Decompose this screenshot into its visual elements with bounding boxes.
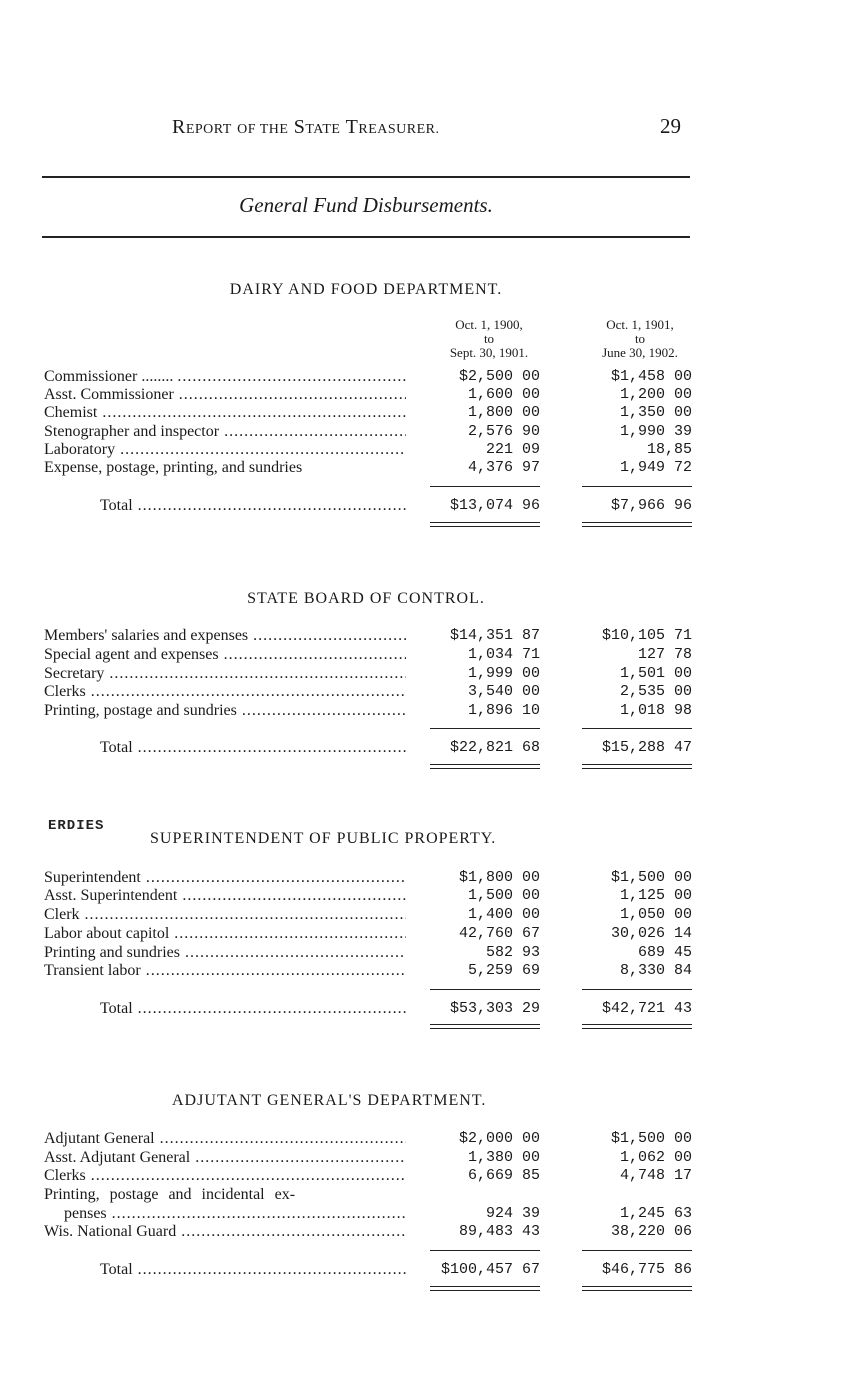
table-row — [44, 1149, 694, 1167]
row-label: Printing and sundries ..... — [44, 944, 406, 962]
total-1900-1901: $13,074 96 — [449, 497, 540, 514]
amount-1900-1901: 89,483 43 — [458, 1223, 540, 1240]
table-row — [44, 441, 694, 459]
total-double-rule — [430, 1024, 540, 1029]
amount-1901-1902: $1,500 00 — [610, 1130, 692, 1147]
section-heading-board: STATE BOARD OF CONTROL. — [247, 590, 485, 607]
amount-1901-1902: 689 45 — [637, 944, 692, 961]
amount-1900-1901: 42,760 67 — [458, 925, 540, 942]
row-label: Asst. Superintendent ..... — [44, 887, 406, 905]
amount-1900-1901: 924 39 — [485, 1205, 540, 1222]
total-row — [44, 1000, 694, 1018]
subtotal-rule — [582, 989, 692, 990]
total-double-rule — [430, 522, 540, 527]
total-label: Total ..... — [100, 497, 406, 515]
subtotal-rule — [430, 728, 540, 729]
amount-1900-1901: 582 93 — [485, 944, 540, 961]
header-rule-top — [42, 176, 690, 178]
subtotal-rule — [430, 1250, 540, 1251]
row-label: Wis. National Guard ..... — [44, 1223, 406, 1241]
ink-stamp-smudge: ERDIES — [48, 818, 105, 834]
total-label: Total ..... — [100, 1261, 406, 1279]
amount-1900-1901: 2,576 90 — [467, 423, 540, 440]
row-label: Printing, postage and incidental ex- — [44, 1186, 296, 1203]
section-heading-adjutant: ADJUTANT GENERAL'S DEPARTMENT. — [172, 1092, 487, 1109]
total-double-rule — [430, 1286, 540, 1291]
row-label: Superintendent ..... — [44, 869, 406, 887]
row-label: Labor about capitol ..... — [44, 925, 406, 943]
row-label: Secretary ..... — [44, 665, 406, 683]
total-row — [44, 1261, 694, 1279]
table-row — [44, 646, 694, 664]
amount-1901-1902: 2,535 00 — [619, 683, 692, 700]
table-row — [44, 368, 694, 386]
column-header-1900-1901: Oct. 1, 1900, to Sept. 30, 1901. — [449, 317, 529, 360]
amount-1901-1902: 1,200 00 — [619, 386, 692, 403]
row-label: Adjutant General ..... — [44, 1130, 406, 1148]
row-label: Stenographer and inspector ..... — [44, 423, 406, 441]
amount-1901-1902: 38,220 06 — [610, 1223, 692, 1240]
amount-1901-1902: $1,500 00 — [610, 869, 692, 886]
total-1900-1901: $53,303 29 — [449, 1000, 540, 1017]
amount-1901-1902: 1,990 39 — [619, 423, 692, 440]
table-row — [44, 1167, 694, 1185]
table-row — [44, 1130, 694, 1148]
total-row — [44, 739, 694, 757]
row-label: Asst. Commissioner ..... — [44, 386, 406, 404]
amount-1901-1902: 1,350 00 — [619, 404, 692, 421]
row-label: Laboratory ..... — [44, 441, 406, 459]
total-1901-1902: $7,966 96 — [610, 497, 692, 514]
amount-1900-1901: $2,000 00 — [458, 1130, 540, 1147]
running-title: REPORT OF THE STATE TREASURER. — [172, 116, 440, 138]
amount-1901-1902: 30,026 14 — [610, 925, 692, 942]
amount-1900-1901: $1,800 00 — [458, 869, 540, 886]
amount-1901-1902: $1,458 00 — [610, 368, 692, 385]
subtotal-rule — [582, 486, 692, 487]
amount-1900-1901: 1,500 00 — [467, 887, 540, 904]
table-row — [44, 925, 694, 943]
table-row — [44, 404, 694, 422]
row-label: Members' salaries and expenses ..... — [44, 627, 406, 645]
amount-1900-1901: 1,600 00 — [467, 386, 540, 403]
amount-1900-1901: 1,400 00 — [467, 906, 540, 923]
amount-1901-1902: $10,105 71 — [601, 627, 692, 644]
table-row — [44, 627, 694, 645]
table-row — [44, 702, 694, 720]
amount-1900-1901: 221 09 — [485, 441, 540, 458]
total-1901-1902: $15,288 47 — [601, 739, 692, 756]
page-number: 29 — [660, 114, 681, 138]
row-label: Printing, postage and sundries ..... — [44, 702, 406, 720]
total-double-rule — [582, 1286, 692, 1291]
amount-1900-1901: 6,669 85 — [467, 1167, 540, 1184]
total-1900-1901: $100,457 67 — [440, 1261, 540, 1278]
amount-1901-1902: 1,949 72 — [619, 459, 692, 476]
row-label: Commissioner ........ ..... — [44, 368, 406, 386]
amount-1901-1902: 1,062 00 — [619, 1149, 692, 1166]
column-header-1901-1902: Oct. 1, 1901, to June 30, 1902. — [602, 317, 678, 360]
table-row — [44, 962, 694, 980]
table-row — [44, 386, 694, 404]
row-label: Special agent and expenses ..... — [44, 646, 406, 664]
row-label: penses ..... — [64, 1205, 406, 1223]
amount-1900-1901: 1,800 00 — [467, 404, 540, 421]
amount-1900-1901: 1,896 10 — [467, 702, 540, 719]
total-label: Total ..... — [100, 1000, 406, 1018]
section-heading-property: SUPERINTENDENT OF PUBLIC PROPERTY. — [150, 830, 497, 847]
amount-1901-1902: 1,125 00 — [619, 887, 692, 904]
amount-1900-1901: $14,351 87 — [449, 627, 540, 644]
table-row — [44, 906, 694, 924]
row-label: Clerk ..... — [44, 906, 406, 924]
total-row — [44, 497, 694, 515]
total-double-rule — [430, 764, 540, 769]
row-label: Expense, postage, printing, and sundries — [44, 459, 303, 476]
subtotal-rule — [582, 1250, 692, 1251]
total-1901-1902: $42,721 43 — [601, 1000, 692, 1017]
table-row — [44, 869, 694, 887]
table-row — [44, 665, 694, 683]
row-label: Chemist ..... — [44, 404, 406, 422]
amount-1901-1902: 1,018 98 — [619, 702, 692, 719]
row-label: Clerks ..... — [44, 1167, 406, 1185]
total-1901-1902: $46,775 86 — [601, 1261, 692, 1278]
amount-1900-1901: 1,380 00 — [467, 1149, 540, 1166]
amount-1901-1902: 127 78 — [637, 646, 692, 663]
total-1900-1901: $22,821 68 — [449, 739, 540, 756]
section-heading-dairy: DAIRY AND FOOD DEPARTMENT. — [229, 281, 503, 298]
row-label: Clerks ..... — [44, 683, 406, 701]
header-rule-bottom — [42, 236, 690, 238]
amount-1900-1901: $2,500 00 — [458, 368, 540, 385]
total-label: Total ..... — [100, 739, 406, 757]
row-label: Asst. Adjutant General ..... — [44, 1149, 406, 1167]
amount-1901-1902: 18,85 — [646, 441, 692, 458]
table-row — [44, 1205, 694, 1223]
amount-1900-1901: 1,999 00 — [467, 665, 540, 682]
subtotal-rule — [582, 728, 692, 729]
subtotal-rule — [430, 486, 540, 487]
table-row — [44, 1186, 694, 1204]
subtotal-rule — [430, 989, 540, 990]
table-row — [44, 1223, 694, 1241]
table-row — [44, 683, 694, 701]
amount-1900-1901: 1,034 71 — [467, 646, 540, 663]
amount-1901-1902: 1,050 00 — [619, 906, 692, 923]
total-double-rule — [582, 1024, 692, 1029]
total-double-rule — [582, 522, 692, 527]
amount-1901-1902: 8,330 84 — [619, 962, 692, 979]
amount-1901-1902: 4,748 17 — [619, 1167, 692, 1184]
table-row — [44, 423, 694, 441]
table-row — [44, 459, 694, 477]
table-row — [44, 887, 694, 905]
page-subtitle: General Fund Disbursements. — [239, 193, 493, 217]
table-row — [44, 944, 694, 962]
amount-1900-1901: 3,540 00 — [467, 683, 540, 700]
amount-1900-1901: 5,259 69 — [467, 962, 540, 979]
amount-1901-1902: 1,501 00 — [619, 665, 692, 682]
row-label: Transient labor ..... — [44, 962, 406, 980]
amount-1900-1901: 4,376 97 — [467, 459, 540, 476]
total-double-rule — [582, 764, 692, 769]
amount-1901-1902: 1,245 63 — [619, 1205, 692, 1222]
